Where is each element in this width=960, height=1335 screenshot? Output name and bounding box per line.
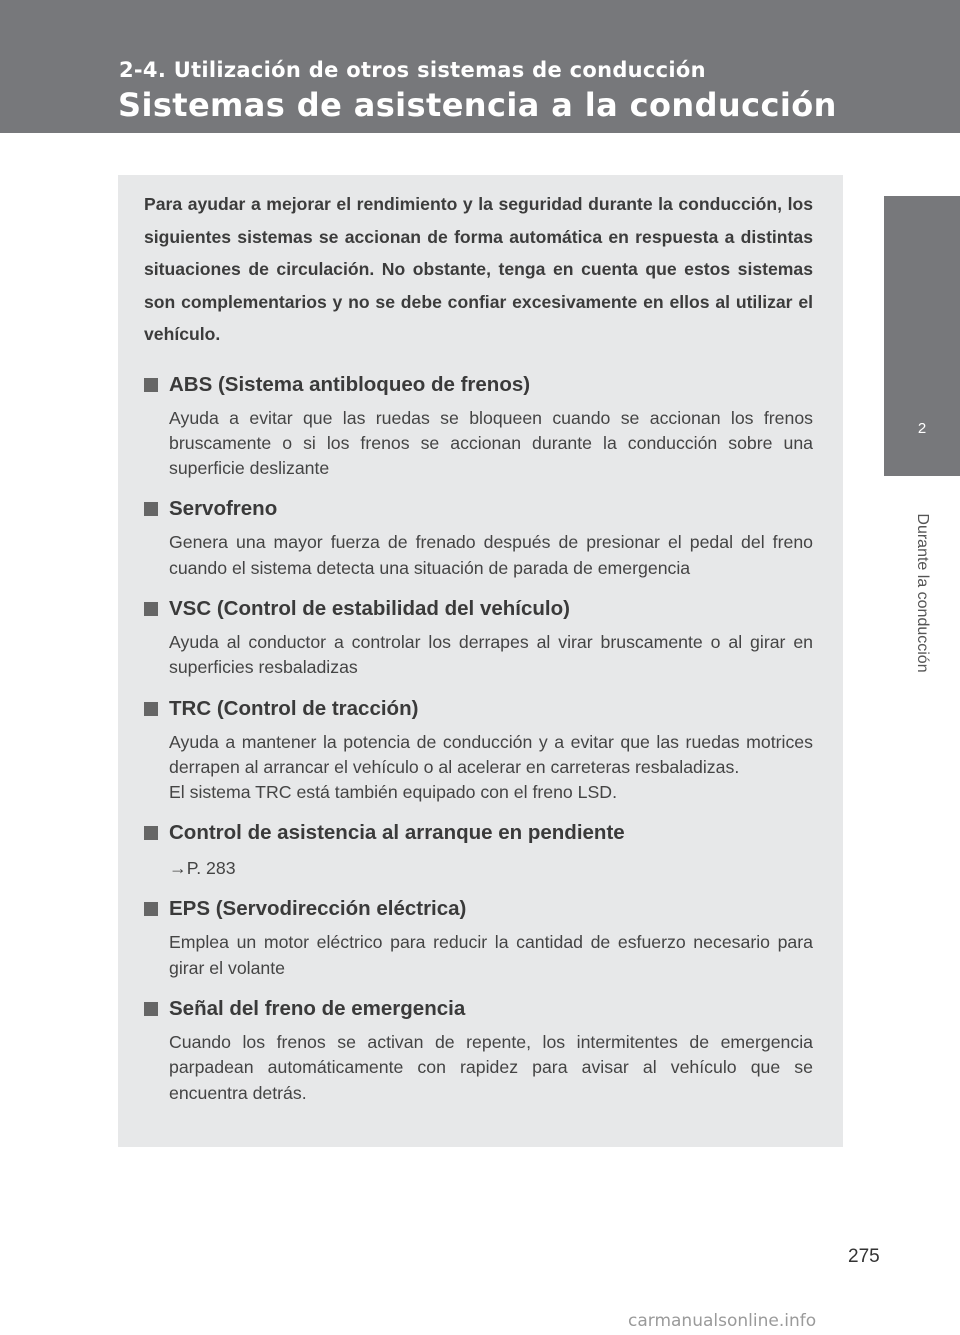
chapter-label: Durante la conducción [914,513,931,673]
feature-title [144,895,813,923]
feature-title [144,695,813,723]
feature-description-text: Emplea un motor eléctrico para reducir la cantidad de esfuerzo necesario para girar el volante [169,932,813,978]
feature-eps [144,895,813,981]
feature-title [144,371,813,399]
feature-title-text: Control de asistencia al arranque en pendiente [169,821,625,845]
feature-title-text: ABS (Sistema antibloqueo de frenos) [169,372,531,396]
watermark: carmanualsonline.info [628,1311,817,1331]
feature-description-text: Ayuda a evitar que las ruedas se bloqueen cuando se accionan los frenos bruscamente o si los frenos se accionan durante la conducción sobre una superficie deslizante [169,407,813,479]
feature-description-text: Ayuda al conductor a controlar los derrapes al virar bruscamente o al girar en superficies resbaladizas [169,631,813,678]
feature-trc [144,695,813,806]
page-reference-link[interactable]: →P. 283 [169,858,236,879]
feature-emergency-brake-signal [144,995,813,1106]
feature-title-text: Servofreno [169,497,278,521]
square-bullet-icon [144,378,158,392]
feature-title-text: TRC (Control de tracción) [169,696,419,720]
feature-description-text: Ayuda a mantener la potencia de conducción y a evitar que las ruedas motrices derrapen al arrancar el vehículo o al acelerar en carreteras resbaladizas. [169,731,813,777]
square-bullet-icon [144,502,158,516]
feature-title-text: VSC (Control de estabilidad del vehículo) [169,596,570,620]
feature-description-note: El sistema TRC está también equipado con el freno LSD. [169,782,617,803]
feature-description-text: Cuando los frenos se activan de repente, los intermitentes de emergencia parpadean automáticamente con rapidez para avisar al vehículo que se encuentra detrás. [169,1032,813,1103]
feature-vsc [144,595,813,681]
intro-paragraph: Para ayudar a mejorar el rendimiento y la seguridad durante la conducción, los siguientes sistemas se accionan de forma automática en respuesta a distintas situaciones de circulación. No obstante, tenga en cuenta que estos sistemas son complementarios y no se debe confiar excesivamente en ellos al utilizar el vehículo. [144,194,813,344]
square-bullet-icon [144,902,158,916]
square-bullet-icon [144,702,158,716]
page-header [0,0,960,133]
feature-title-text: EPS (Servodirección eléctrica) [169,897,467,921]
feature-title [144,595,813,623]
feature-servofreno [144,495,813,581]
page-title: Sistemas de asistencia a la conducción [118,86,837,124]
square-bullet-icon [144,1002,158,1016]
page-number: 275 [848,1246,880,1267]
chapter-label-container [884,488,960,698]
square-bullet-icon [144,826,158,840]
section-label: 2-4. Utilización de otros sistemas de conducción [119,58,706,82]
feature-description [169,530,813,581]
feature-description [169,630,813,681]
feature-description [169,1030,813,1106]
feature-title [144,819,813,847]
feature-title-text: Señal del freno de emergencia [169,997,466,1021]
feature-description [169,930,813,981]
feature-abs [144,371,813,482]
square-bullet-icon [144,602,158,616]
feature-description-text: Genera una mayor fuerza de frenado después de presionar el pedal del freno cuando el sistema detecta una situación de parada de emergencia [169,532,813,578]
feature-title [144,495,813,523]
feature-title [144,995,813,1023]
content-box [118,175,843,1147]
feature-description [169,406,813,482]
feature-description [169,730,813,806]
chapter-number: 2 [917,420,927,437]
feature-hill-start-assist [144,819,813,881]
